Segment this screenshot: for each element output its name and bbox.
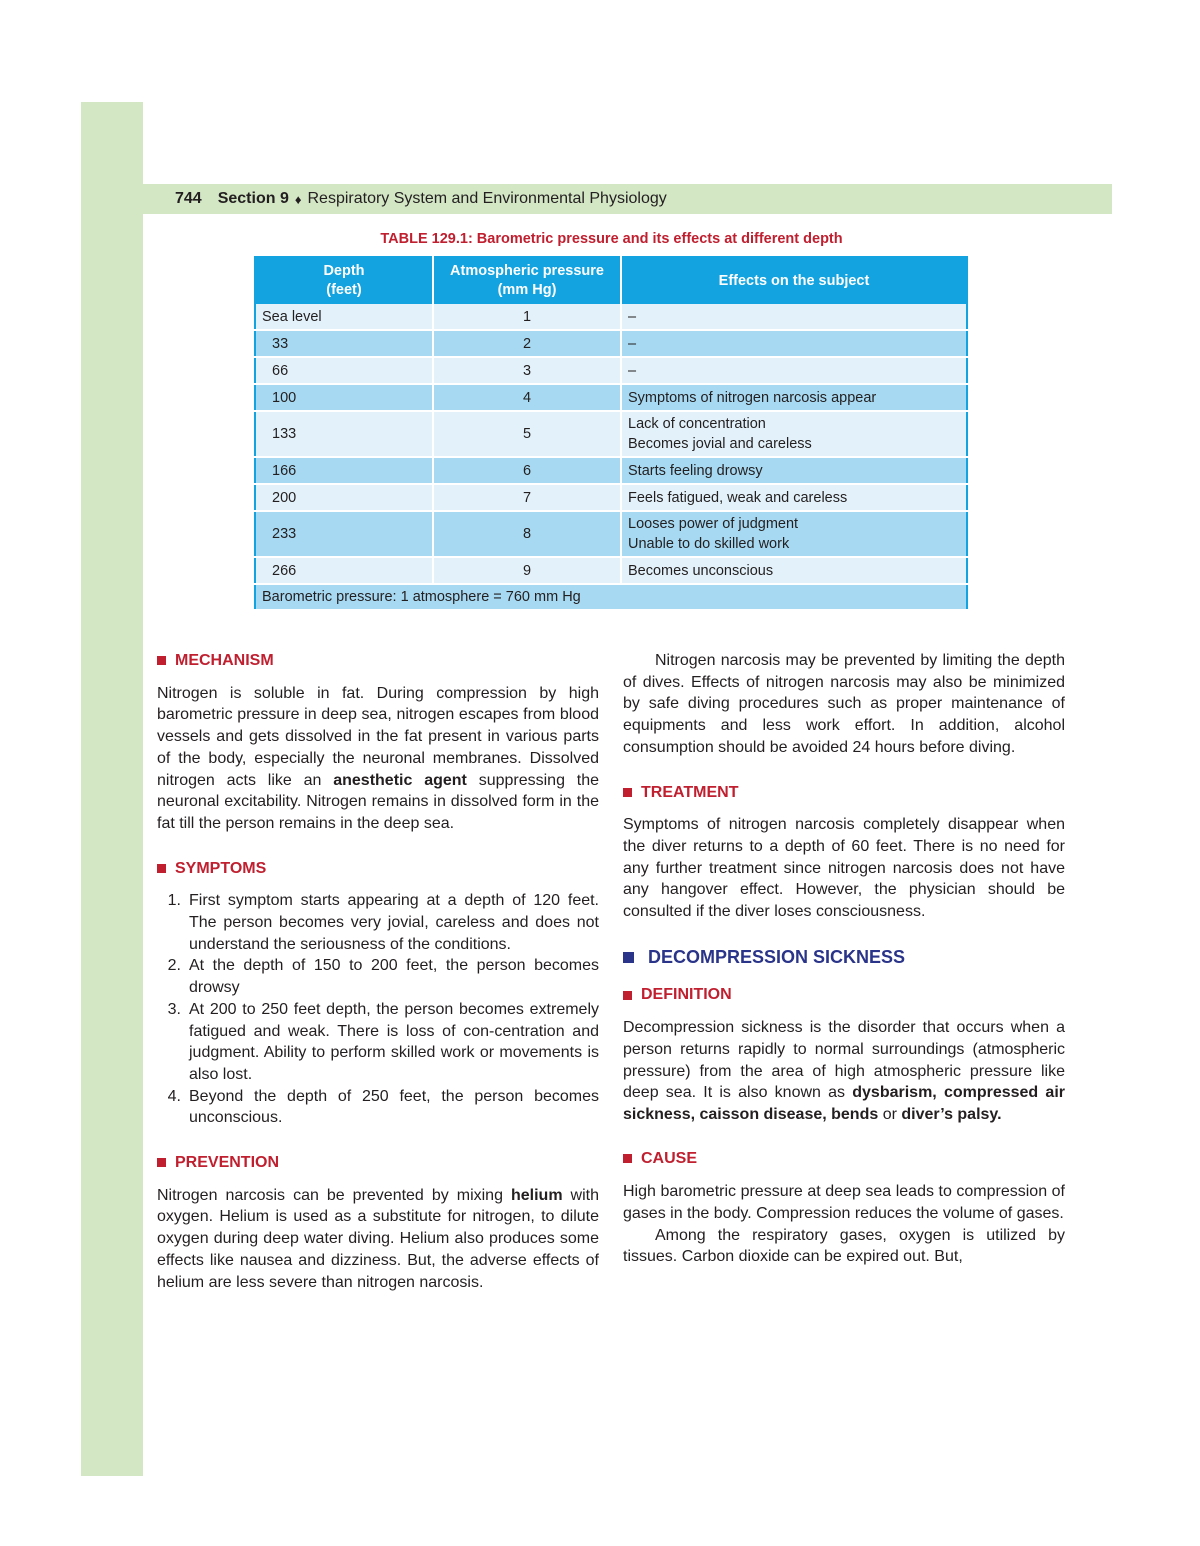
cell-effect: Becomes unconscious bbox=[621, 557, 967, 584]
cell-depth: 200 bbox=[255, 484, 433, 511]
definition-paragraph: Decompression sickness is the disorder that occurs when a person returns rapidly to normal surroundings (atmospheric pressure) from the area of high atmospheric pressure like deep sea. It is also known as dysbarism, compressed air sickness, caisson disease, bends or diver’s palsy. bbox=[623, 1019, 1065, 1123]
decompression-heading: DECOMPRESSION SICKNESS bbox=[623, 947, 1065, 969]
cell-depth: Sea level bbox=[255, 304, 433, 330]
mechanism-paragraph: Nitrogen is soluble in fat. During compression by high barometric pressure in deep sea, nitrogen escapes from blood vessels and gets dissolved in the fat present in various parts of the body, especially the neuronal membranes. Dissolved nitrogen acts like an anesthetic agent suppressing the neuronal excitability. Nitrogen remains in dissolved form in the fat till the person remains in the deep sea. bbox=[157, 684, 600, 832]
table-footnote: Barometric pressure: 1 atmosphere = 760 mm Hg bbox=[255, 584, 967, 610]
cell-pressure: 4 bbox=[433, 384, 621, 411]
table-row bbox=[255, 384, 967, 411]
prevention-paragraph: Nitrogen narcosis can be prevented by mixing helium with oxygen. Helium is used as a substitute for nitrogen, to dilute oxygen during deep water diving. Helium also produces some effects like nausea and dizziness. But, the adverse effects of helium are less severe than nitrogen narcosis. bbox=[157, 1186, 600, 1291]
left-column bbox=[157, 650, 599, 1293]
table-row bbox=[255, 330, 967, 357]
cell-depth: 33 bbox=[255, 330, 433, 357]
list-item: 2. At the depth of 150 to 200 feet, the person becomes drowsy bbox=[167, 957, 599, 997]
square-bullet-icon bbox=[623, 788, 632, 797]
page-number: 744 bbox=[175, 190, 202, 207]
cell-pressure: 5 bbox=[433, 411, 621, 457]
table-header-row bbox=[255, 257, 967, 304]
cell-pressure: 2 bbox=[433, 330, 621, 357]
right-column bbox=[623, 650, 1065, 1268]
cell-effect: Feels fatigued, weak and careless bbox=[621, 484, 967, 511]
cause-heading: CAUSE bbox=[623, 1148, 1065, 1170]
table-footer-row bbox=[255, 584, 967, 610]
cell-effect: – bbox=[621, 304, 967, 330]
section-title: Respiratory System and Environmental Physiology bbox=[307, 190, 667, 207]
cell-depth: 266 bbox=[255, 557, 433, 584]
cell-pressure: 6 bbox=[433, 457, 621, 484]
table-row bbox=[255, 557, 967, 584]
cell-depth: 100 bbox=[255, 384, 433, 411]
depth-effects-table bbox=[254, 256, 968, 611]
prevention-paragraph-2: Nitrogen narcosis may be prevented by limiting the depth of dives. Effects of nitrogen narcosis may also be minimized by safe diving procedures such as proper maintenance of equipments and less work effort. In addition, alcohol consumption should be avoided 24 hours before diving. bbox=[623, 652, 1065, 756]
square-bullet-icon bbox=[157, 864, 166, 873]
cell-depth: 166 bbox=[255, 457, 433, 484]
cell-effect: – bbox=[621, 330, 967, 357]
cell-pressure: 9 bbox=[433, 557, 621, 584]
table-row bbox=[255, 484, 967, 511]
symptoms-list bbox=[157, 890, 599, 1129]
list-item: 4. Beyond the depth of 250 feet, the person becomes unconscious. bbox=[167, 1087, 599, 1127]
cell-effect: Lack of concentration Becomes jovial and careless bbox=[621, 411, 967, 457]
page-margin-strip bbox=[81, 102, 143, 1476]
cell-pressure: 3 bbox=[433, 357, 621, 384]
symptoms-heading: SYMPTOMS bbox=[157, 858, 599, 880]
cell-pressure: 8 bbox=[433, 511, 621, 557]
table-caption: TABLE 129.1: Barometric pressure and its effects at different depth bbox=[380, 231, 843, 247]
cell-effect: Looses power of judgment Unable to do skilled work bbox=[621, 511, 967, 557]
cell-effect: – bbox=[621, 357, 967, 384]
cell-depth: 233 bbox=[255, 511, 433, 557]
prevention-heading: PREVENTION bbox=[157, 1152, 599, 1174]
treatment-paragraph: Symptoms of nitrogen narcosis completely disappear when the diver returns to a depth of 60 feet. There is no need for any further treatment since nitrogen narcosis does not have any hangover effect. However, the physician should be consulted if the diver loses consciousness. bbox=[623, 816, 1065, 921]
table-row bbox=[255, 357, 967, 384]
header-effects: Effects on the subject bbox=[621, 257, 967, 304]
mechanism-heading: MECHANISM bbox=[157, 650, 599, 672]
cell-effect: Starts feeling drowsy bbox=[621, 457, 967, 484]
square-bullet-icon bbox=[157, 656, 166, 665]
treatment-heading: TREATMENT bbox=[623, 782, 1065, 804]
cell-pressure: 7 bbox=[433, 484, 621, 511]
cell-depth: 66 bbox=[255, 357, 433, 384]
square-bullet-icon bbox=[623, 991, 632, 1000]
list-item: 3. At 200 to 250 feet depth, the person becomes extremely fatigued and weak. There is loss of con-centration and judgment. Ability to perform skilled work or movements is also lost. bbox=[167, 1000, 599, 1083]
table-row bbox=[255, 511, 967, 557]
cause-paragraph-1: High barometric pressure at deep sea leads to compression of gases in the body. Compression reduces the volume of gases. bbox=[623, 1183, 1065, 1223]
table-row bbox=[255, 304, 967, 330]
square-bullet-icon bbox=[157, 1158, 166, 1167]
square-bullet-icon bbox=[623, 952, 634, 963]
cause-paragraph-2: Among the respiratory gases, oxygen is utilized by tissues. Carbon dioxide can be expired out. But, bbox=[623, 1226, 1065, 1266]
square-bullet-icon bbox=[623, 1154, 632, 1163]
cell-pressure: 1 bbox=[433, 304, 621, 330]
list-item: 1. First symptom starts appearing at a depth of 120 feet. The person becomes very jovial, careless and does not understand the seriousness of the conditions. bbox=[167, 892, 599, 953]
cell-depth: 133 bbox=[255, 411, 433, 457]
header-depth: Depth (feet) bbox=[255, 257, 433, 304]
diamond-icon: ♦ bbox=[294, 191, 302, 207]
definition-heading: DEFINITION bbox=[623, 984, 1065, 1006]
section-label: Section 9 bbox=[217, 190, 289, 207]
running-header bbox=[143, 184, 1112, 214]
table-row bbox=[255, 457, 967, 484]
header-pressure: Atmospheric pressure (mm Hg) bbox=[433, 257, 621, 304]
cell-effect: Symptoms of nitrogen narcosis appear bbox=[621, 384, 967, 411]
table-row bbox=[255, 411, 967, 457]
